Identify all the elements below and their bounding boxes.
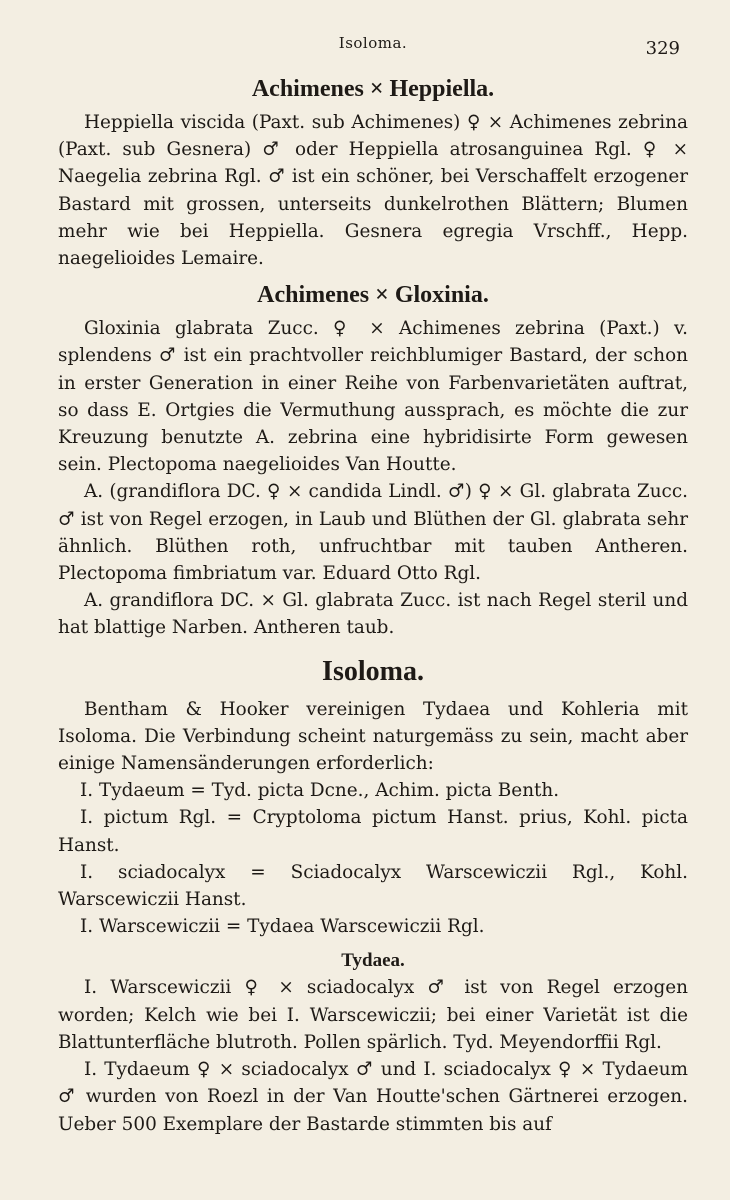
- synonym-list-item: I. pictum Rgl. = Cryptoloma pictum Hanst. prius, Kohl. picta Hanst.: [58, 807, 688, 856]
- page-number: 329: [645, 38, 680, 59]
- paragraph-gloxinia-2: A. (grandiflora DC. ♀ × candida Lindl. ♂) ♀ × Gl. glabrata Zucc. ♂ ist von Regel erzogen, in Laub und Blüthen der Gl. glabrata sehr ähnlich. Blüthen roth, unfruchtbar mit tauben Antheren. Plectopoma fimbriatum var. Eduard Otto Rgl.: [58, 481, 688, 585]
- paragraph-gloxinia-3: A. grandiflora DC. × Gl. glabrata Zucc. ist nach Regel steril und hat blattige Narben. Antheren taub.: [58, 590, 688, 639]
- synonym-list-item: I. Warscewiczii = Tydaea Warscewiczii Rgl.: [80, 916, 485, 938]
- synonym-list-item: I. sciadocalyx = Sciadocalyx Warscewiczii Rgl., Kohl. Warscewiczii Hanst.: [58, 861, 688, 911]
- section-title-achimenes-heppiella: Achimenes × Heppiella.: [251, 76, 495, 102]
- paragraph-tydaea-1: I. Warscewiczii ♀ × sciadocalyx ♂ ist von Regel erzogen worden; Kelch wie bei I. Warscewiczii; bei einer Varietät ist die Blattunterfläche blutroth. Pollen spärlich. Tyd. Meyendorffii Rgl.: [58, 977, 688, 1053]
- paragraph-isoloma-intro: Bentham & Hooker vereinigen Tydaea und Kohleria mit Isoloma. Die Verbindung scheint naturgemäss zu sein, macht aber einige Namensänderungen erforderlich:: [58, 698, 688, 775]
- section-title-isoloma: Isoloma.: [322, 655, 424, 687]
- subsection-title-tydaea: Tydaea.: [341, 950, 405, 972]
- synonym-list-item: I. Tydaeum = Tyd. picta Dcne., Achim. picta Benth.: [80, 780, 560, 802]
- paragraph-tydaea-2: I. Tydaeum ♀ × sciadocalyx ♂ und I. sciadocalyx ♀ × Tydaeum ♂ wurden von Roezl in der Van Houtte'schen Gärtnerei erzogen. Ueber 500 Exemplare der Bastarde stimmten bis auf: [58, 1059, 688, 1135]
- running-head: [58, 30, 688, 66]
- paragraph-gloxinia-1: Gloxinia glabrata Zucc. ♀ × Achimenes zebrina (Paxt.) v. splendens ♂ ist ein prachtvoller reichblumiger Bastard, der schon in erster Generation in einer Reihe von Farbenvarietäten auftrat, so dass E. Ortgies die Vermuthung aussprach, es möchte die zur Kreuzung benutzte A. zebrina eine hybridisirte Form gewesen sein. Plectopoma naegelioides Van Houtte.: [58, 318, 688, 476]
- paragraph-heppiella: Heppiella viscida (Paxt. sub Achimenes) ♀ × Achimenes zebrina (Paxt. sub Gesnera) ♂ oder Heppiella atrosanguinea Rgl. ♀ × Naegelia zebrina Rgl. ♂ ist ein schöner, bei Verschaffelt erzogener Bastard mit grossen, unterseits dunkelrothen Blättern; Blumen mehr wie bei Heppiella. Gesnera egregia Vrschff., Hepp. naegelioides Lemaire.: [58, 112, 688, 270]
- running-title: Isoloma.: [338, 34, 408, 52]
- section-title-achimenes-gloxinia: Achimenes × Gloxinia.: [257, 282, 489, 309]
